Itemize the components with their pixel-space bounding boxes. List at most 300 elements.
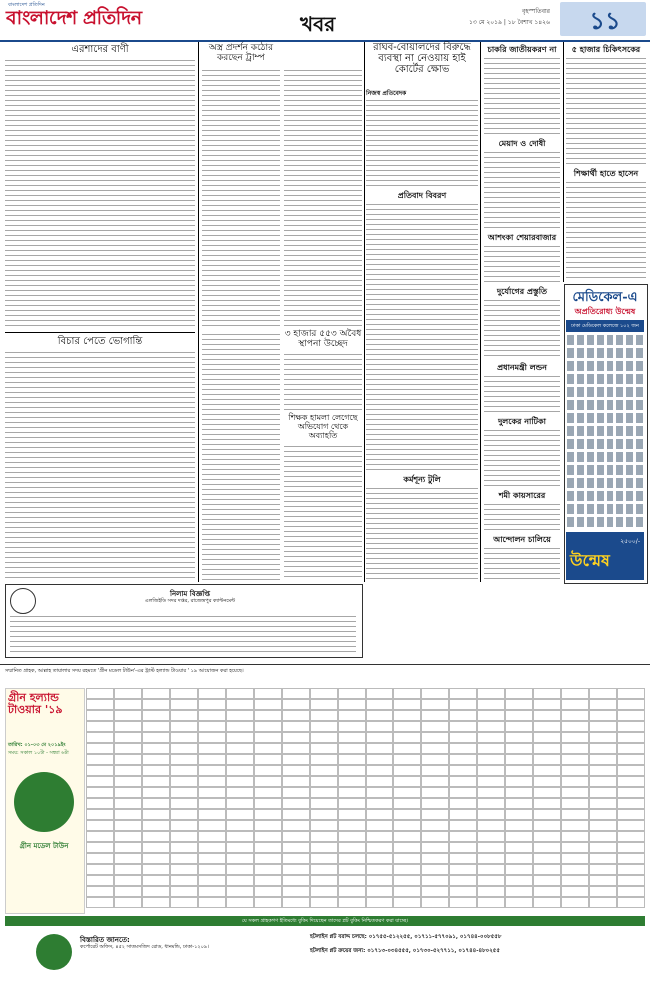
- green-ad-notice: সম্মানিত গ্রাহক, আল্লাহ তায়ালার সদয় রহমতে 'গ্রীন মডেল টাউন'-এর ট্রাস্ট হল্যান্ড টাওয়ার ' ১৯ আয়োজন করা হয়েছে।: [5, 668, 244, 674]
- table-cell: [170, 831, 198, 842]
- table-cell: [533, 776, 561, 787]
- table-cell: [561, 798, 589, 809]
- table-cell: [114, 787, 142, 798]
- table-cell: [170, 820, 198, 831]
- table-cell: [421, 842, 449, 853]
- student-photo: [606, 503, 615, 515]
- table-cell: [86, 776, 114, 787]
- table-cell: [477, 754, 505, 765]
- student-photo: [586, 451, 595, 463]
- table-cell: [114, 699, 142, 710]
- table-cell: [561, 710, 589, 721]
- table-cell: [505, 732, 533, 743]
- student-photo: [566, 386, 575, 398]
- table-cell: [170, 699, 198, 710]
- table-cell: [142, 776, 170, 787]
- table-cell: [561, 864, 589, 875]
- table-cell: [254, 864, 282, 875]
- medical-ad-title: মেডিকেল-এ: [572, 290, 638, 305]
- student-photo: [586, 412, 595, 424]
- table-cell: [142, 897, 170, 908]
- student-photo: [625, 516, 634, 528]
- table-cell: [254, 820, 282, 831]
- table-cell: [366, 787, 394, 798]
- green-ad-logo: [14, 772, 74, 832]
- table-cell: [310, 897, 338, 908]
- table-cell: [86, 754, 114, 765]
- table-cell: [505, 787, 533, 798]
- table-cell: [198, 710, 226, 721]
- table-cell: [226, 787, 254, 798]
- table-cell: [338, 765, 366, 776]
- student-photo: [615, 438, 624, 450]
- student-photo: [635, 386, 644, 398]
- table-cell: [338, 721, 366, 732]
- table-cell: [366, 886, 394, 897]
- student-photo: [566, 490, 575, 502]
- column-rule: [364, 42, 365, 582]
- table-cell: [505, 897, 533, 908]
- article-body-a17: [484, 546, 560, 580]
- table-cell: [142, 875, 170, 886]
- student-photo: [606, 464, 615, 476]
- table-cell: [366, 699, 394, 710]
- student-photo: [635, 503, 644, 515]
- table-cell: [449, 853, 477, 864]
- table-cell: [142, 765, 170, 776]
- student-photo: [615, 386, 624, 398]
- table-cell: [366, 688, 394, 699]
- table-cell: [505, 710, 533, 721]
- table-cell: [254, 699, 282, 710]
- student-photo: [625, 386, 634, 398]
- table-cell: [617, 886, 645, 897]
- table-cell: [198, 886, 226, 897]
- article-body-a9: [484, 150, 560, 230]
- student-photo: [586, 347, 595, 359]
- table-cell: [282, 897, 310, 908]
- table-cell: [449, 809, 477, 820]
- student-photo: [615, 477, 624, 489]
- unmesh-logo: উন্মেষ: [570, 551, 610, 570]
- table-cell: [198, 853, 226, 864]
- table-cell: [449, 897, 477, 908]
- student-photo: [576, 503, 585, 515]
- table-cell: [561, 831, 589, 842]
- table-cell: [226, 853, 254, 864]
- table-cell: [477, 831, 505, 842]
- headline-a2: অস্ত্র প্রদর্শন কঠোর করছেন ট্রাম্প: [208, 43, 274, 63]
- student-photo: [606, 425, 615, 437]
- student-photo: [596, 399, 605, 411]
- table-cell: [393, 732, 421, 743]
- hotline-booking[interactable]: হটলাইন প্লট বরাদ্দ চলছে: ০১৭৫৫-৫১২২৫৫, ০১৭১১-৫৭৭০৯১, ০১৭৪৪-০০৮৫৫৮: [310, 934, 502, 940]
- table-cell: [226, 809, 254, 820]
- student-photo: [606, 347, 615, 359]
- article-body-a6: [5, 350, 195, 580]
- plot-table: [86, 688, 645, 912]
- table-cell: [505, 754, 533, 765]
- table-cell: [449, 699, 477, 710]
- table-cell: [198, 776, 226, 787]
- table-cell: [198, 820, 226, 831]
- table-cell: [198, 699, 226, 710]
- student-photo: [586, 386, 595, 398]
- table-cell: [421, 732, 449, 743]
- table-cell: [338, 842, 366, 853]
- table-cell: [142, 754, 170, 765]
- table-cell: [170, 842, 198, 853]
- student-photo: [635, 516, 644, 528]
- table-cell: [477, 809, 505, 820]
- table-cell: [254, 831, 282, 842]
- table-cell: [86, 809, 114, 820]
- table-cell: [561, 765, 589, 776]
- article-body-a1: [5, 58, 195, 328]
- table-cell: [114, 732, 142, 743]
- table-cell: [589, 897, 617, 908]
- table-cell: [477, 820, 505, 831]
- table-cell: [533, 699, 561, 710]
- table-cell: [366, 897, 394, 908]
- headline-a1: এরশাদের বাণী: [71, 44, 129, 55]
- table-cell: [449, 787, 477, 798]
- headline-a9: মেয়াদ ও দোষী: [498, 138, 546, 148]
- headline-a11: শিক্ষক হামলা লেগেছে অভিযোগ থেকে অব্যাহতি: [288, 413, 358, 440]
- table-cell: [477, 688, 505, 699]
- student-photo: [625, 360, 634, 372]
- table-cell: [310, 754, 338, 765]
- green-ad-date: তারিখ: ০১-০৩ মে ২০১৯ইং: [8, 742, 66, 748]
- table-cell: [533, 743, 561, 754]
- student-photo: [596, 464, 605, 476]
- table-cell: [561, 897, 589, 908]
- student-photo: [606, 412, 615, 424]
- table-cell: [226, 699, 254, 710]
- table-cell: [114, 688, 142, 699]
- table-cell: [561, 754, 589, 765]
- table-cell: [505, 699, 533, 710]
- student-photo: [576, 412, 585, 424]
- table-cell: [310, 688, 338, 699]
- table-cell: [561, 721, 589, 732]
- student-photo: [635, 360, 644, 372]
- student-photo: [586, 464, 595, 476]
- table-cell: [142, 853, 170, 864]
- table-cell: [421, 820, 449, 831]
- student-photo: [615, 360, 624, 372]
- table-cell: [505, 688, 533, 699]
- table-cell: [226, 710, 254, 721]
- table-cell: [170, 765, 198, 776]
- article-body-a16: [484, 502, 560, 532]
- table-cell: [282, 875, 310, 886]
- table-cell: [505, 743, 533, 754]
- table-cell: [114, 842, 142, 853]
- table-cell: [310, 809, 338, 820]
- table-cell: [505, 853, 533, 864]
- table-cell: [393, 710, 421, 721]
- headline-a18: শিক্ষার্থী হাতে হাসেন: [573, 168, 639, 178]
- table-cell: [589, 820, 617, 831]
- table-cell: [282, 754, 310, 765]
- student-photo: [596, 412, 605, 424]
- table-cell: [114, 754, 142, 765]
- student-photo: [606, 360, 615, 372]
- table-cell: [254, 809, 282, 820]
- table-cell: [477, 743, 505, 754]
- student-photo: [596, 490, 605, 502]
- table-cell: [421, 776, 449, 787]
- table-cell: [477, 875, 505, 886]
- student-photo: [625, 412, 634, 424]
- student-photo: [606, 386, 615, 398]
- column-rule: [563, 42, 564, 282]
- table-cell: [589, 754, 617, 765]
- table-cell: [561, 787, 589, 798]
- table-cell: [449, 710, 477, 721]
- byline-main: নিজস্ব প্রতিবেদক: [366, 90, 407, 97]
- table-cell: [282, 721, 310, 732]
- student-photo: [566, 503, 575, 515]
- table-cell: [170, 743, 198, 754]
- student-photo: [606, 438, 615, 450]
- table-cell: [198, 732, 226, 743]
- table-cell: [142, 864, 170, 875]
- student-photo: [586, 503, 595, 515]
- table-cell: [338, 743, 366, 754]
- student-photo: [615, 503, 624, 515]
- table-cell: [310, 732, 338, 743]
- notice-title: নিলাম বিজ্ঞপ্তি: [169, 590, 211, 598]
- table-cell: [533, 765, 561, 776]
- table-cell: [338, 853, 366, 864]
- student-photo: [606, 451, 615, 463]
- student-photo: [615, 490, 624, 502]
- table-cell: [282, 842, 310, 853]
- student-photo: [576, 399, 585, 411]
- student-photo: [606, 516, 615, 528]
- table-cell: [617, 754, 645, 765]
- student-photo: [625, 464, 634, 476]
- student-photo: [596, 334, 605, 346]
- student-photo: [635, 399, 644, 411]
- table-cell: [86, 897, 114, 908]
- table-cell: [86, 842, 114, 853]
- medical-ad-band: ঢাকা মেডিকেল কলেজে ১০২ জন: [566, 320, 644, 332]
- table-cell: [226, 798, 254, 809]
- table-cell: [254, 743, 282, 754]
- table-cell: [393, 699, 421, 710]
- student-photo: [635, 425, 644, 437]
- student-photo: [576, 451, 585, 463]
- table-cell: [477, 798, 505, 809]
- table-cell: [477, 776, 505, 787]
- table-cell: [338, 809, 366, 820]
- student-photo: [576, 516, 585, 528]
- table-cell: [533, 798, 561, 809]
- table-cell: [421, 710, 449, 721]
- student-photo: [625, 347, 634, 359]
- table-cell: [338, 820, 366, 831]
- student-photo: [635, 477, 644, 489]
- table-cell: [170, 853, 198, 864]
- table-cell: [617, 699, 645, 710]
- student-photo-grid: [566, 334, 644, 530]
- table-cell: [477, 721, 505, 732]
- notice-body: [10, 614, 356, 652]
- table-cell: [589, 688, 617, 699]
- table-cell: [170, 864, 198, 875]
- table-cell: [226, 820, 254, 831]
- student-photo: [576, 464, 585, 476]
- table-cell: [366, 732, 394, 743]
- column-rule: [480, 42, 481, 582]
- table-cell: [86, 787, 114, 798]
- table-cell: [86, 886, 114, 897]
- table-cell: [114, 875, 142, 886]
- student-photo: [586, 477, 595, 489]
- table-cell: [142, 699, 170, 710]
- student-photo: [586, 373, 595, 385]
- table-cell: [533, 831, 561, 842]
- table-cell: [198, 787, 226, 798]
- table-cell: [142, 809, 170, 820]
- headline-a16: শমী কায়সারের: [498, 490, 546, 500]
- table-cell: [505, 842, 533, 853]
- table-cell: [114, 853, 142, 864]
- table-cell: [393, 688, 421, 699]
- table-cell: [282, 864, 310, 875]
- table-cell: [533, 853, 561, 864]
- table-cell: [310, 886, 338, 897]
- table-cell: [310, 831, 338, 842]
- headline-a8: প্রতিবাদ বিবরণ: [397, 190, 447, 200]
- student-photo: [586, 438, 595, 450]
- table-cell: [421, 897, 449, 908]
- table-cell: [533, 688, 561, 699]
- day: বৃহস্পতিবার: [522, 8, 550, 15]
- table-cell: [533, 721, 561, 732]
- table-cell: [170, 875, 198, 886]
- article-body-a18: [566, 180, 646, 280]
- student-photo: [596, 451, 605, 463]
- student-photo: [576, 373, 585, 385]
- table-cell: [617, 787, 645, 798]
- table-cell: [366, 820, 394, 831]
- notice-org: এলজিইডি সদর দপ্তর, রাজেন্দ্রপুর ক্যান্টনমেন্ট: [144, 598, 236, 604]
- table-cell: [505, 864, 533, 875]
- contact-label: বিস্তারিত জানতে:: [80, 936, 130, 944]
- table-cell: [86, 853, 114, 864]
- green-ad-time: সময়: সকাল ১০টা - সন্ধ্যা ৬টা: [8, 750, 69, 756]
- student-photo: [566, 451, 575, 463]
- table-cell: [338, 787, 366, 798]
- table-cell: [254, 776, 282, 787]
- table-cell: [86, 765, 114, 776]
- section-title: খবর: [300, 12, 336, 36]
- table-cell: [338, 776, 366, 787]
- table-cell: [254, 842, 282, 853]
- table-cell: [589, 776, 617, 787]
- table-cell: [282, 765, 310, 776]
- headline-a6: বিচার পেতে ভোগান্তি: [57, 336, 143, 347]
- table-cell: [310, 787, 338, 798]
- table-cell: [198, 864, 226, 875]
- student-photo: [566, 360, 575, 372]
- table-cell: [310, 820, 338, 831]
- student-photo: [596, 438, 605, 450]
- table-cell: [393, 787, 421, 798]
- student-photo: [566, 334, 575, 346]
- brand-tagline: বাংলাদেশ প্রতিদিন: [8, 2, 45, 8]
- table-cell: [198, 765, 226, 776]
- student-photo: [576, 386, 585, 398]
- article-body-a2b: [284, 68, 362, 328]
- divider: [5, 332, 195, 333]
- table-cell: [449, 875, 477, 886]
- student-photo: [615, 451, 624, 463]
- brand-logo: বাংলাদেশ প্রতিদিন: [6, 7, 142, 29]
- table-cell: [142, 721, 170, 732]
- table-cell: [282, 688, 310, 699]
- table-cell: [226, 754, 254, 765]
- student-photo: [566, 425, 575, 437]
- student-photo: [635, 464, 644, 476]
- table-cell: [449, 798, 477, 809]
- table-cell: [198, 721, 226, 732]
- table-cell: [421, 721, 449, 732]
- student-photo: [635, 438, 644, 450]
- table-cell: [310, 864, 338, 875]
- table-cell: [449, 842, 477, 853]
- table-cell: [226, 688, 254, 699]
- article-body-a8: [366, 202, 478, 472]
- article-body-a2c: [202, 332, 280, 580]
- hotline-purchase[interactable]: হটলাইন প্লট ক্রয়ের জন্য: ০১৭১৩-০৩৪৫৫৫, ০১৭৩০-৫২৭৭১১, ০১৭৪৪-৪৮০২৫৫: [310, 948, 500, 954]
- article-body-a15: [484, 428, 560, 488]
- table-cell: [533, 732, 561, 743]
- table-cell: [142, 743, 170, 754]
- table-cell: [449, 864, 477, 875]
- table-cell: [310, 875, 338, 886]
- headline-a5: ৫ হাজার চিকিৎসকের: [571, 44, 641, 54]
- table-cell: [393, 754, 421, 765]
- table-cell: [617, 864, 645, 875]
- table-cell: [505, 765, 533, 776]
- table-cell: [505, 820, 533, 831]
- table-cell: [366, 754, 394, 765]
- table-cell: [86, 875, 114, 886]
- student-photo: [625, 451, 634, 463]
- table-cell: [477, 787, 505, 798]
- article-body-a10: [484, 244, 560, 284]
- table-cell: [282, 776, 310, 787]
- table-cell: [86, 688, 114, 699]
- table-cell: [86, 798, 114, 809]
- table-cell: [310, 699, 338, 710]
- table-cell: [282, 787, 310, 798]
- table-cell: [449, 831, 477, 842]
- contact-address: কর্পোরেট অফিস, ৪৫২ সাতমসজিদ রোড, ধানমন্ডি, ঢাকা-১২০৯।: [80, 944, 209, 950]
- table-cell: [561, 875, 589, 886]
- student-photo: [566, 477, 575, 489]
- table-cell: [114, 820, 142, 831]
- table-cell: [282, 743, 310, 754]
- table-cell: [114, 710, 142, 721]
- table-cell: [533, 842, 561, 853]
- table-cell: [589, 798, 617, 809]
